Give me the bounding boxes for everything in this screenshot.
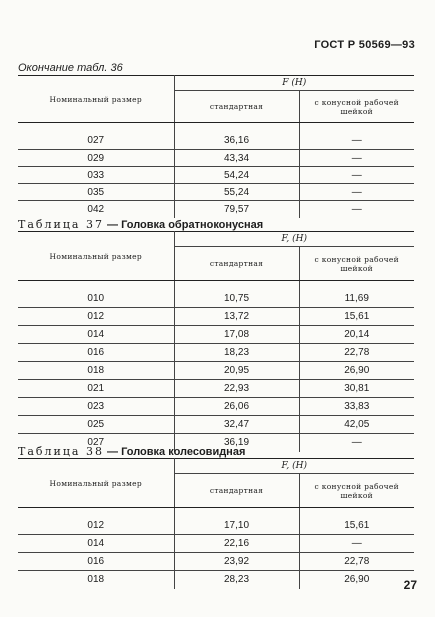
column-header-size: Номинальный размер — [18, 76, 174, 123]
table-row — [18, 184, 414, 201]
cone-value-cell: — — [351, 437, 362, 449]
cone-value-cell: 15,61 — [299, 308, 414, 326]
table37-caption — [18, 218, 263, 231]
table36-caption: Окончание табл. 36 — [18, 62, 123, 74]
standard-value-cell: 17,10 — [174, 517, 299, 535]
cone-value-cell: — — [299, 133, 414, 150]
standard-value-cell: 43,34 — [174, 150, 299, 167]
cone-value-cell: — — [299, 535, 414, 553]
table38-title: — Головка колесовидная — [103, 446, 246, 458]
table-row — [18, 553, 414, 571]
table-37 — [18, 231, 414, 452]
table37-label: Таблица 37 — [18, 218, 104, 231]
table-row — [18, 344, 414, 362]
table-row — [18, 416, 414, 434]
column-header-standard: стандартная — [174, 247, 299, 281]
cone-value-cell: 22,78 — [299, 553, 414, 571]
cone-value-cell: 30,81 — [299, 380, 414, 398]
column-header-cone: с конусной рабочей шейкой — [299, 91, 414, 123]
column-header-size: Номинальный размер — [18, 459, 174, 508]
table-row — [18, 290, 414, 308]
cone-value-cell: 33,83 — [299, 398, 414, 416]
table-row — [18, 167, 414, 184]
standard-value-cell: 55,24 — [174, 184, 299, 201]
size-cell: 029 — [18, 150, 174, 167]
standard-value-cell: 10,75 — [174, 290, 299, 308]
standard-value-cell: 18,23 — [174, 344, 299, 362]
cone-value-cell: 42,05 — [299, 416, 414, 434]
column-header-cone: с конусной рабочей шейкой — [299, 474, 414, 508]
table-row — [18, 535, 414, 553]
table-row — [18, 308, 414, 326]
size-cell: 018 — [18, 362, 174, 380]
standard-value-cell: 28,23 — [174, 571, 299, 589]
table38-body — [18, 517, 414, 589]
table-38 — [18, 458, 414, 589]
column-group-header: F, (H) — [174, 232, 414, 247]
column-group-header: F (H) — [174, 76, 414, 91]
table-row — [18, 398, 414, 416]
table-36 — [18, 75, 414, 218]
page-number: 27 — [403, 578, 417, 592]
column-header-size: Номинальный размер — [18, 232, 174, 281]
size-cell: 018 — [18, 571, 174, 589]
standard-value-cell: 22,16 — [174, 535, 299, 553]
table-row — [18, 133, 414, 150]
column-header-standard: стандартная — [174, 474, 299, 508]
size-cell: 023 — [18, 398, 174, 416]
table37-body — [18, 290, 414, 452]
size-cell: 012 — [18, 308, 174, 326]
cone-value-cell: — — [299, 167, 414, 184]
standard-value-cell: 36,19 — [174, 434, 299, 452]
standard-value-cell: 32,47 — [174, 416, 299, 434]
standard-value-cell: 13,72 — [174, 308, 299, 326]
table-row — [18, 326, 414, 344]
size-cell: 042 — [18, 201, 174, 218]
table-row — [18, 571, 414, 589]
size-cell: 016 — [18, 344, 174, 362]
table-row — [18, 517, 414, 535]
cone-value-cell: — — [299, 150, 414, 167]
standard-value-cell: 20,95 — [174, 362, 299, 380]
size-cell: 014 — [18, 535, 174, 553]
column-header-standard: стандартная — [174, 91, 299, 123]
size-cell: 025 — [18, 416, 174, 434]
size-cell: 035 — [18, 184, 174, 201]
cone-value-cell: 20,14 — [299, 326, 414, 344]
size-cell: 010 — [18, 290, 174, 308]
table-row — [18, 380, 414, 398]
cone-value-cell: 11,69 — [299, 290, 414, 308]
size-cell: 027 — [18, 133, 174, 150]
cone-value-cell: 26,90 — [344, 574, 370, 586]
column-group-header: F, (H) — [174, 459, 414, 474]
standard-value-cell: 23,92 — [174, 553, 299, 571]
size-cell: 021 — [18, 380, 174, 398]
size-cell: 027 — [18, 434, 174, 452]
size-cell: 012 — [18, 517, 174, 535]
standard-value-cell: 79,57 — [174, 201, 299, 218]
document-header: ГОСТ Р 50569—93 — [314, 39, 415, 51]
cone-value-cell: 22,78 — [299, 344, 414, 362]
table-row — [18, 150, 414, 167]
standard-value-cell: 36,16 — [174, 133, 299, 150]
column-header-cone: с конусной рабочей шейкой — [299, 247, 414, 281]
cone-value-cell: — — [299, 184, 414, 201]
size-cell: 016 — [18, 553, 174, 571]
size-cell: 033 — [18, 167, 174, 184]
size-cell: 014 — [18, 326, 174, 344]
cone-value-cell: 15,61 — [299, 517, 414, 535]
table38-caption — [18, 445, 245, 458]
cone-value-cell: — — [351, 203, 362, 215]
standard-value-cell: 22,93 — [174, 380, 299, 398]
table-row — [18, 201, 414, 218]
standard-value-cell: 17,08 — [174, 326, 299, 344]
table-row — [18, 362, 414, 380]
table37-title: — Головка обратноконусная — [103, 219, 264, 231]
cone-value-cell: 26,90 — [299, 362, 414, 380]
table38-label: Таблица 38 — [18, 445, 104, 458]
standard-value-cell: 26,06 — [174, 398, 299, 416]
table36-body — [18, 133, 414, 218]
standard-value-cell: 54,24 — [174, 167, 299, 184]
